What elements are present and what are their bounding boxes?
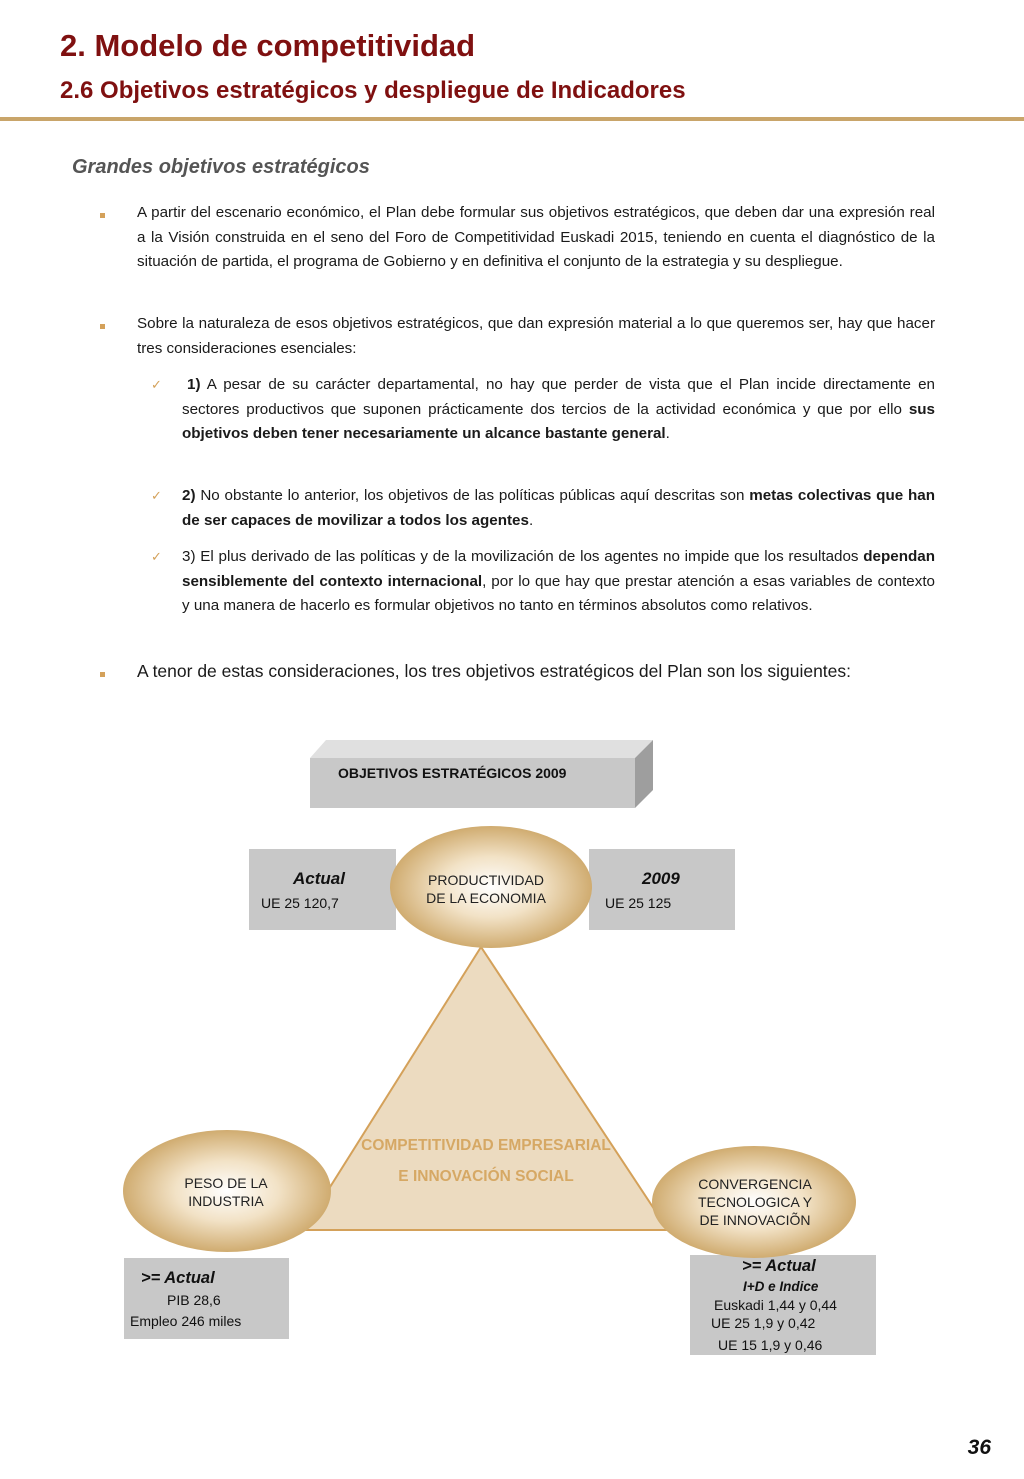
box-left-bottom-line-2: Empleo 246 miles	[130, 1313, 242, 1329]
box-right-bottom-line-1: Euskadi 1,44 y 0,44	[714, 1297, 837, 1313]
right-ellipse-label	[670, 1175, 840, 1229]
right-ellipse-line-1: CONVERGENCIA	[698, 1176, 812, 1192]
banner-top-face	[310, 740, 653, 758]
box-actual-top-value: UE 25 120,7	[261, 895, 339, 911]
page-number: 36	[967, 1436, 991, 1459]
left-ellipse-line-1: PESO DE LA	[184, 1175, 268, 1191]
consideration-1-text: A pesar de su carácter departamental, no hay que perder de vista que el Plan incide directamente en sectores productivos que suponen prácticamente dos tercios de la actividad económica y que por ello	[182, 376, 935, 418]
section-title: Grandes objetivos estratégicos	[72, 156, 370, 178]
consideration-3-end: , por lo que hay que prestar atención a esas variables de contexto y una manera de hacerlo es formular objetivos no tanto en términos absolutos como relativos.	[182, 572, 936, 615]
box-right-bottom-subhead: I+D e Indice	[743, 1279, 819, 1294]
consideration-1-bold: sus objetivos deben tener necesariamente un alcance bastante general	[182, 400, 935, 443]
center-label-line-2: E INNOVACIÓN SOCIAL	[398, 1168, 574, 1185]
left-ellipse-label	[146, 1174, 306, 1210]
banner-label: OBJETIVOS ESTRATÉGICOS 2009	[338, 765, 567, 781]
box-right-bottom-line-3: UE 15 1,9 y 0,46	[718, 1337, 823, 1353]
checkmark-icon: ✓	[151, 549, 162, 564]
right-ellipse-line-2: TECNOLOGICA Y	[697, 1194, 813, 1210]
box-actual-top-head: Actual	[293, 869, 345, 888]
paragraph-2: Sobre la naturaleza de esos objetivos estratégicos, que dan expresión material a lo que queremos ser, hay que hacer tres consideraciones esenciales:	[137, 315, 935, 357]
page-subtitle: 2.6 Objetivos estratégicos y despliegue de Indicadores	[60, 77, 686, 104]
consideration-1-end: .	[665, 425, 670, 443]
box-left-bottom-head: >= Actual	[141, 1269, 215, 1287]
consideration-2-number: 2)	[182, 487, 196, 504]
box-2009-value: UE 25 125	[605, 895, 672, 911]
consideration-2-bold: metas colectivas que han de ser capaces de movilizar a todos los agentes	[182, 487, 935, 529]
consideration-3-bold: dependan sensiblemente del contexto internacional	[182, 548, 935, 590]
paragraph-1: A partir del escenario económico, el Plan debe formular sus objetivos estratégicos, que deben dar una expresión real a la Visión construida en el seno del Foro de Competitividad Euskadi 2015, teniendo en cuenta el diagnóstico de la situación de partida, el programa de Gobierno y en definitiva el conjunto de la estrategia y su despliegue.	[137, 204, 935, 271]
top-ellipse-line-2: DE LA ECONOMIA	[426, 890, 546, 906]
box-left-bottom-line-1: PIB 28,6	[167, 1292, 221, 1308]
box-2009-bg	[589, 849, 735, 930]
right-ellipse-line-3: DE INNOVACIÕN	[699, 1212, 811, 1228]
checkmark-icon: ✓	[151, 488, 162, 503]
box-right-bottom-head: >= Actual	[742, 1257, 816, 1275]
page-title: 2. Modelo de competitividad	[60, 28, 476, 63]
consideration-2-end: .	[528, 511, 534, 529]
consideration-3-text: 3) El plus derivado de las políticas y de la movilización de los agentes no impide que los resultados	[182, 548, 864, 565]
top-ellipse-line-1: PRODUCTIVIDAD	[428, 872, 544, 888]
left-ellipse-line-2: INDUSTRIA	[188, 1193, 264, 1209]
checkmark-icon: ✓	[151, 377, 162, 392]
box-actual-top-bg	[249, 849, 396, 930]
triangle	[303, 947, 668, 1230]
box-2009-head: 2009	[642, 869, 680, 888]
consideration-1-number: 1)	[187, 376, 201, 393]
center-label-line-1: COMPETITIVIDAD EMPRESARIAL	[361, 1137, 611, 1154]
top-ellipse-label	[400, 871, 572, 907]
consideration-2-text: No obstante lo anterior, los objetivos de las políticas públicas aquí descritas son	[195, 487, 750, 504]
paragraph-3: A tenor de estas consideraciones, los tres objetivos estratégicos del Plan son los siguientes:	[137, 661, 852, 681]
box-right-bottom-line-2: UE 25 1,9 y 0,42	[711, 1315, 816, 1331]
